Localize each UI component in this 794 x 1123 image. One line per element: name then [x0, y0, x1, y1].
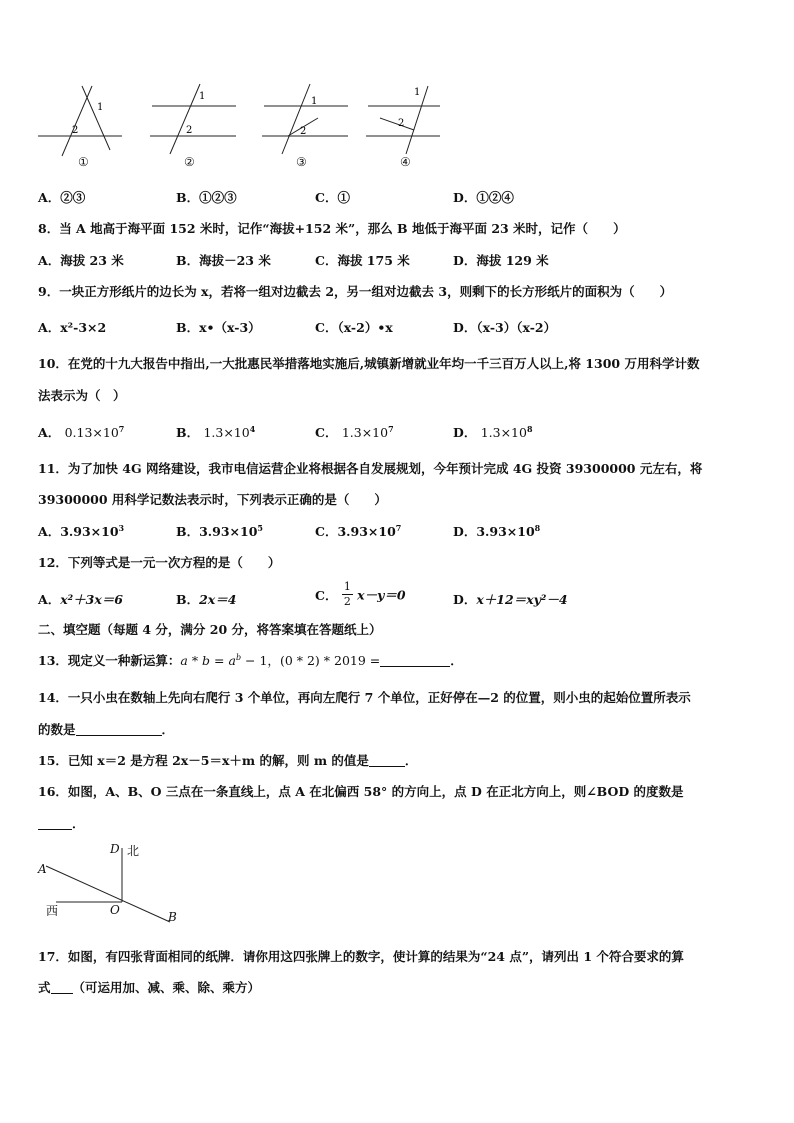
q17-stem-line2: 式 （可运用加、减、乘、除、乘方）	[38, 980, 261, 995]
q9-option-d: D．（x-3）（x-2）	[453, 320, 557, 335]
q7-fig4-angle2: 2	[398, 118, 405, 129]
q7-fig1-angle2: 2	[72, 125, 79, 136]
q13-stem: 13．现定义一种新运算：$a * b = a^b - 1$，(0 * 2) * 2019 = ．	[38, 652, 463, 668]
q16-stem-line2: ．	[38, 814, 85, 832]
q11-option-c: C．$3.93\times 10^7$	[315, 522, 402, 539]
q7-option-d: D．①②④	[453, 190, 514, 205]
q14-stem-line1: 14．一只小虫在数轴上先向右爬行 3 个单位，再向左爬行 7 个单位，正好停在—2 的位置，则小虫的起始位置所表示	[38, 690, 691, 705]
q17-answer-blank	[51, 981, 73, 994]
q16-label-o: O	[110, 903, 120, 917]
q12-option-b: B．2x＝4	[176, 592, 237, 607]
q10-stem-line1: 10．在党的十九大报告中指出,一大批惠民举措落地实施后,城镇新增就业年均一千三百万人以上,将 1300 万用科学计数	[38, 356, 700, 371]
q14-answer-blank	[76, 723, 162, 736]
q9-option-a: A．x²-3×2	[38, 320, 107, 335]
q7-figure-3	[262, 84, 348, 154]
q12-option-a: A．x²＋3x＝6	[38, 592, 123, 607]
q11-option-b: B．$3.93\times 10^5$	[176, 522, 263, 539]
q11-option-a: A．$3.93\times 10^3$	[38, 522, 125, 539]
q7-fig1-angle1: 1	[97, 102, 104, 113]
q16-label-north: 北	[127, 844, 140, 858]
q9-stem: 9．一块正方形纸片的边长为 x，若将一组对边截去 2，另一组对边截去 3，则剩下的长方形纸片的面积为（ ）	[38, 284, 673, 299]
q10-option-b: B． $1.3\times 10^4$	[176, 423, 256, 440]
q12-option-d: D．x＋12＝xy²－4	[453, 592, 568, 607]
q7-fig3-angle2: 2	[300, 126, 307, 137]
line-ab	[46, 866, 170, 922]
q8-option-a: A．海拔 23 米	[38, 253, 124, 268]
q7-fig2-label: ②	[184, 155, 195, 169]
q16-answer-blank	[38, 817, 72, 830]
q7-fig4-angle1: 1	[414, 87, 421, 98]
q7-fig1-label: ①	[78, 155, 89, 169]
q16-stem-line1: 16．如图，A、B、O 三点在一条直线上，点 A 在北偏西 58° 的方向上，点 D 在正北方向上，则∠BOD 的度数是	[38, 784, 684, 799]
q7-fig4-label: ④	[400, 155, 411, 169]
q15-stem: 15．已知 x＝2 是方程 2x－5＝x＋m 的解，则 m 的值是 ．	[38, 753, 418, 768]
q16-label-west: 西	[46, 904, 59, 918]
q11-stem-line2: 39300000 用科学记数法表示时，下列表示正确的是（ ）	[38, 492, 387, 507]
q11-option-d: D．$3.93\times 10^8$	[453, 522, 541, 539]
q10-stem-line2: 法表示为（ ）	[38, 388, 126, 403]
q10-option-c: C． $1.3\times 10^7$	[315, 423, 394, 440]
q11-stem-line1: 11．为了加快 4G 网络建设，我市电信运营企业将根据各自发展规划，今年预计完成 4G 投资 39300000 元左右，将	[38, 461, 703, 476]
q16-label-d: D	[110, 842, 120, 856]
q14-stem-line2: 的数是 ．	[38, 722, 175, 737]
q13-answer-blank	[380, 654, 450, 667]
q7-option-c: C．①	[315, 190, 350, 205]
q16-label-a: A	[38, 862, 47, 876]
q9-option-b: B．x•（x-3）	[176, 320, 261, 335]
q16-label-b: B	[168, 910, 177, 924]
q7-figure-1	[38, 86, 122, 156]
q8-stem: 8．当 A 地高于海平面 152 米时，记作“海拔+152 米”，那么 B 地低于海平面 23 米时，记作（ ）	[38, 221, 626, 236]
q7-figure-2	[150, 84, 236, 154]
section-2-heading: 二、填空题（每题 4 分，满分 20 分，将答案填在答题纸上）	[38, 622, 382, 637]
q15-answer-blank	[369, 754, 405, 767]
q10-option-a: A． $0.13\times 10^7$	[38, 423, 125, 440]
fraction-denominator: 2	[343, 595, 351, 608]
q7-fig2-angle2: 2	[186, 125, 193, 136]
q7-fig3-angle1: 1	[311, 96, 318, 107]
q10-option-d: D． $1.3\times 10^8$	[453, 423, 533, 440]
q7-option-b: B．①②③	[176, 190, 237, 205]
q7-fig3-label: ③	[296, 155, 307, 169]
q9-option-c: C．（x-2）•x	[315, 320, 393, 335]
q7-option-a: A．②③	[38, 190, 86, 205]
q8-option-b: B．海拔－23 米	[176, 253, 271, 268]
q7-fig2-angle1: 1	[199, 91, 206, 102]
q8-option-d: D．海拔 129 米	[453, 253, 549, 268]
q12-option-c: C． $\frac{1}{2}$ x－y＝0	[315, 580, 406, 608]
q12-stem: 12．下列等式是一元一次方程的是（ ）	[38, 555, 281, 570]
q8-option-c: C．海拔 175 米	[315, 253, 410, 268]
q17-stem-line1: 17．如图，有四张背面相同的纸牌．请你用这四张牌上的数字，使计算的结果为“24 点”，请列出 1 个符合要求的算	[38, 949, 684, 964]
fraction-numerator: 1	[343, 580, 351, 593]
